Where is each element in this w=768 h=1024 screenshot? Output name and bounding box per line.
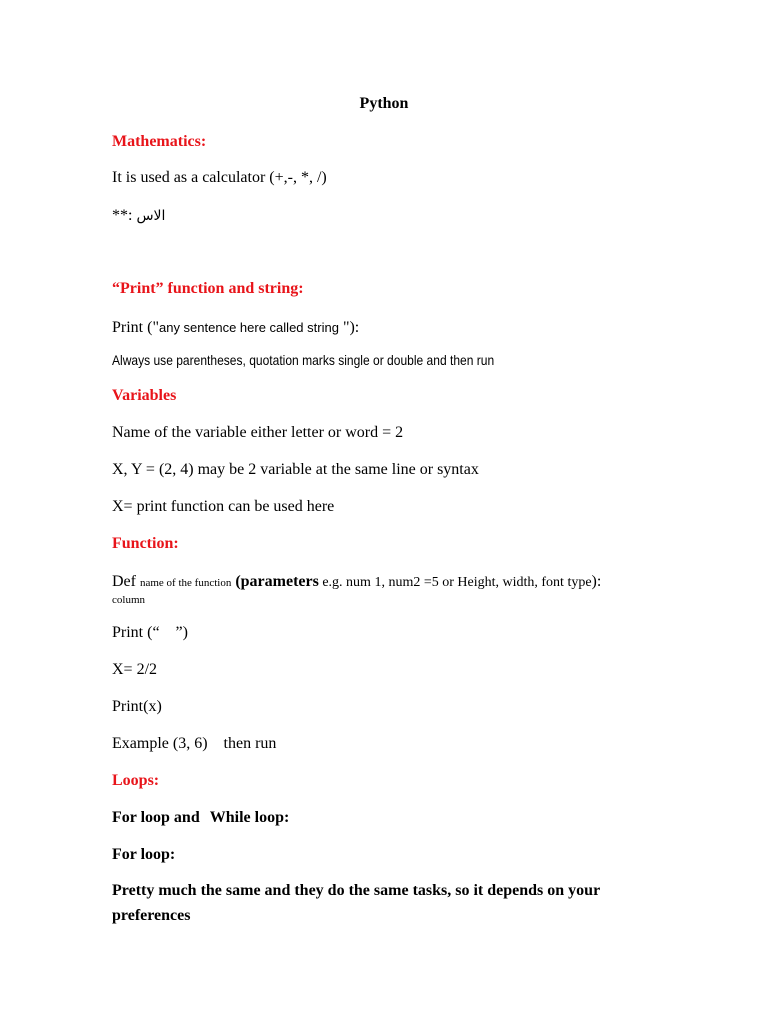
variables-line-1: Name of the variable either letter or word = 2 [112, 424, 404, 441]
loops-heading: Loops: [112, 772, 160, 789]
print-syntax-line [112, 318, 359, 338]
print-empty-close: ”) [175, 624, 188, 641]
print-empty-open: Print (“ [112, 624, 160, 641]
while-loop-label: While loop: [209, 809, 290, 826]
def-parameters-example: e.g. num 1, num2 =5 or Height, width, font type [318, 575, 592, 590]
print-x-line: Print(x) [112, 698, 162, 715]
print-open: Print (" [112, 319, 159, 336]
def-close: ): [591, 573, 602, 590]
assign-line: X= 2/2 [112, 661, 158, 678]
variables-line-3: X= print function can be used here [112, 498, 335, 515]
power-operator: **: [112, 207, 133, 224]
loops-types-line [112, 808, 289, 828]
loops-paragraph-line-1: Pretty much the same and they do the same tasks, so it depends on your [112, 882, 601, 899]
print-heading: “Print” function and string: [112, 280, 304, 297]
for-loop-label: For loop and [112, 809, 200, 826]
page-title: Python [359, 95, 409, 112]
print-close: "): [338, 319, 360, 336]
function-heading: Function: [112, 535, 179, 552]
variables-line-2: X, Y = (2, 4) may be 2 variable at the same line or syntax [112, 461, 479, 478]
calculator-line: It is used as a calculator (+,-, *, /) [112, 169, 327, 186]
mathematics-heading: Mathematics: [112, 133, 207, 150]
power-operator-line [112, 206, 165, 226]
loops-paragraph-line-2: preferences [112, 907, 191, 924]
print-note: Always use parentheses, quotation marks single or double and then run [112, 352, 495, 368]
def-wrap: column [112, 594, 145, 606]
example-suffix: then run [223, 735, 277, 752]
def-keyword: Def [112, 573, 136, 590]
def-line [112, 572, 601, 593]
variables-heading: Variables [112, 387, 177, 404]
power-arabic-word: الاس [136, 208, 166, 224]
print-string-example: any sentence here called string [158, 320, 339, 335]
def-parameters-label: (parameters [235, 573, 319, 590]
example-line [112, 734, 276, 754]
print-empty-line [112, 623, 188, 643]
def-function-name: name of the function [139, 577, 232, 589]
example-call: Example (3, 6) [112, 735, 208, 752]
for-loop-heading: For loop: [112, 846, 176, 863]
